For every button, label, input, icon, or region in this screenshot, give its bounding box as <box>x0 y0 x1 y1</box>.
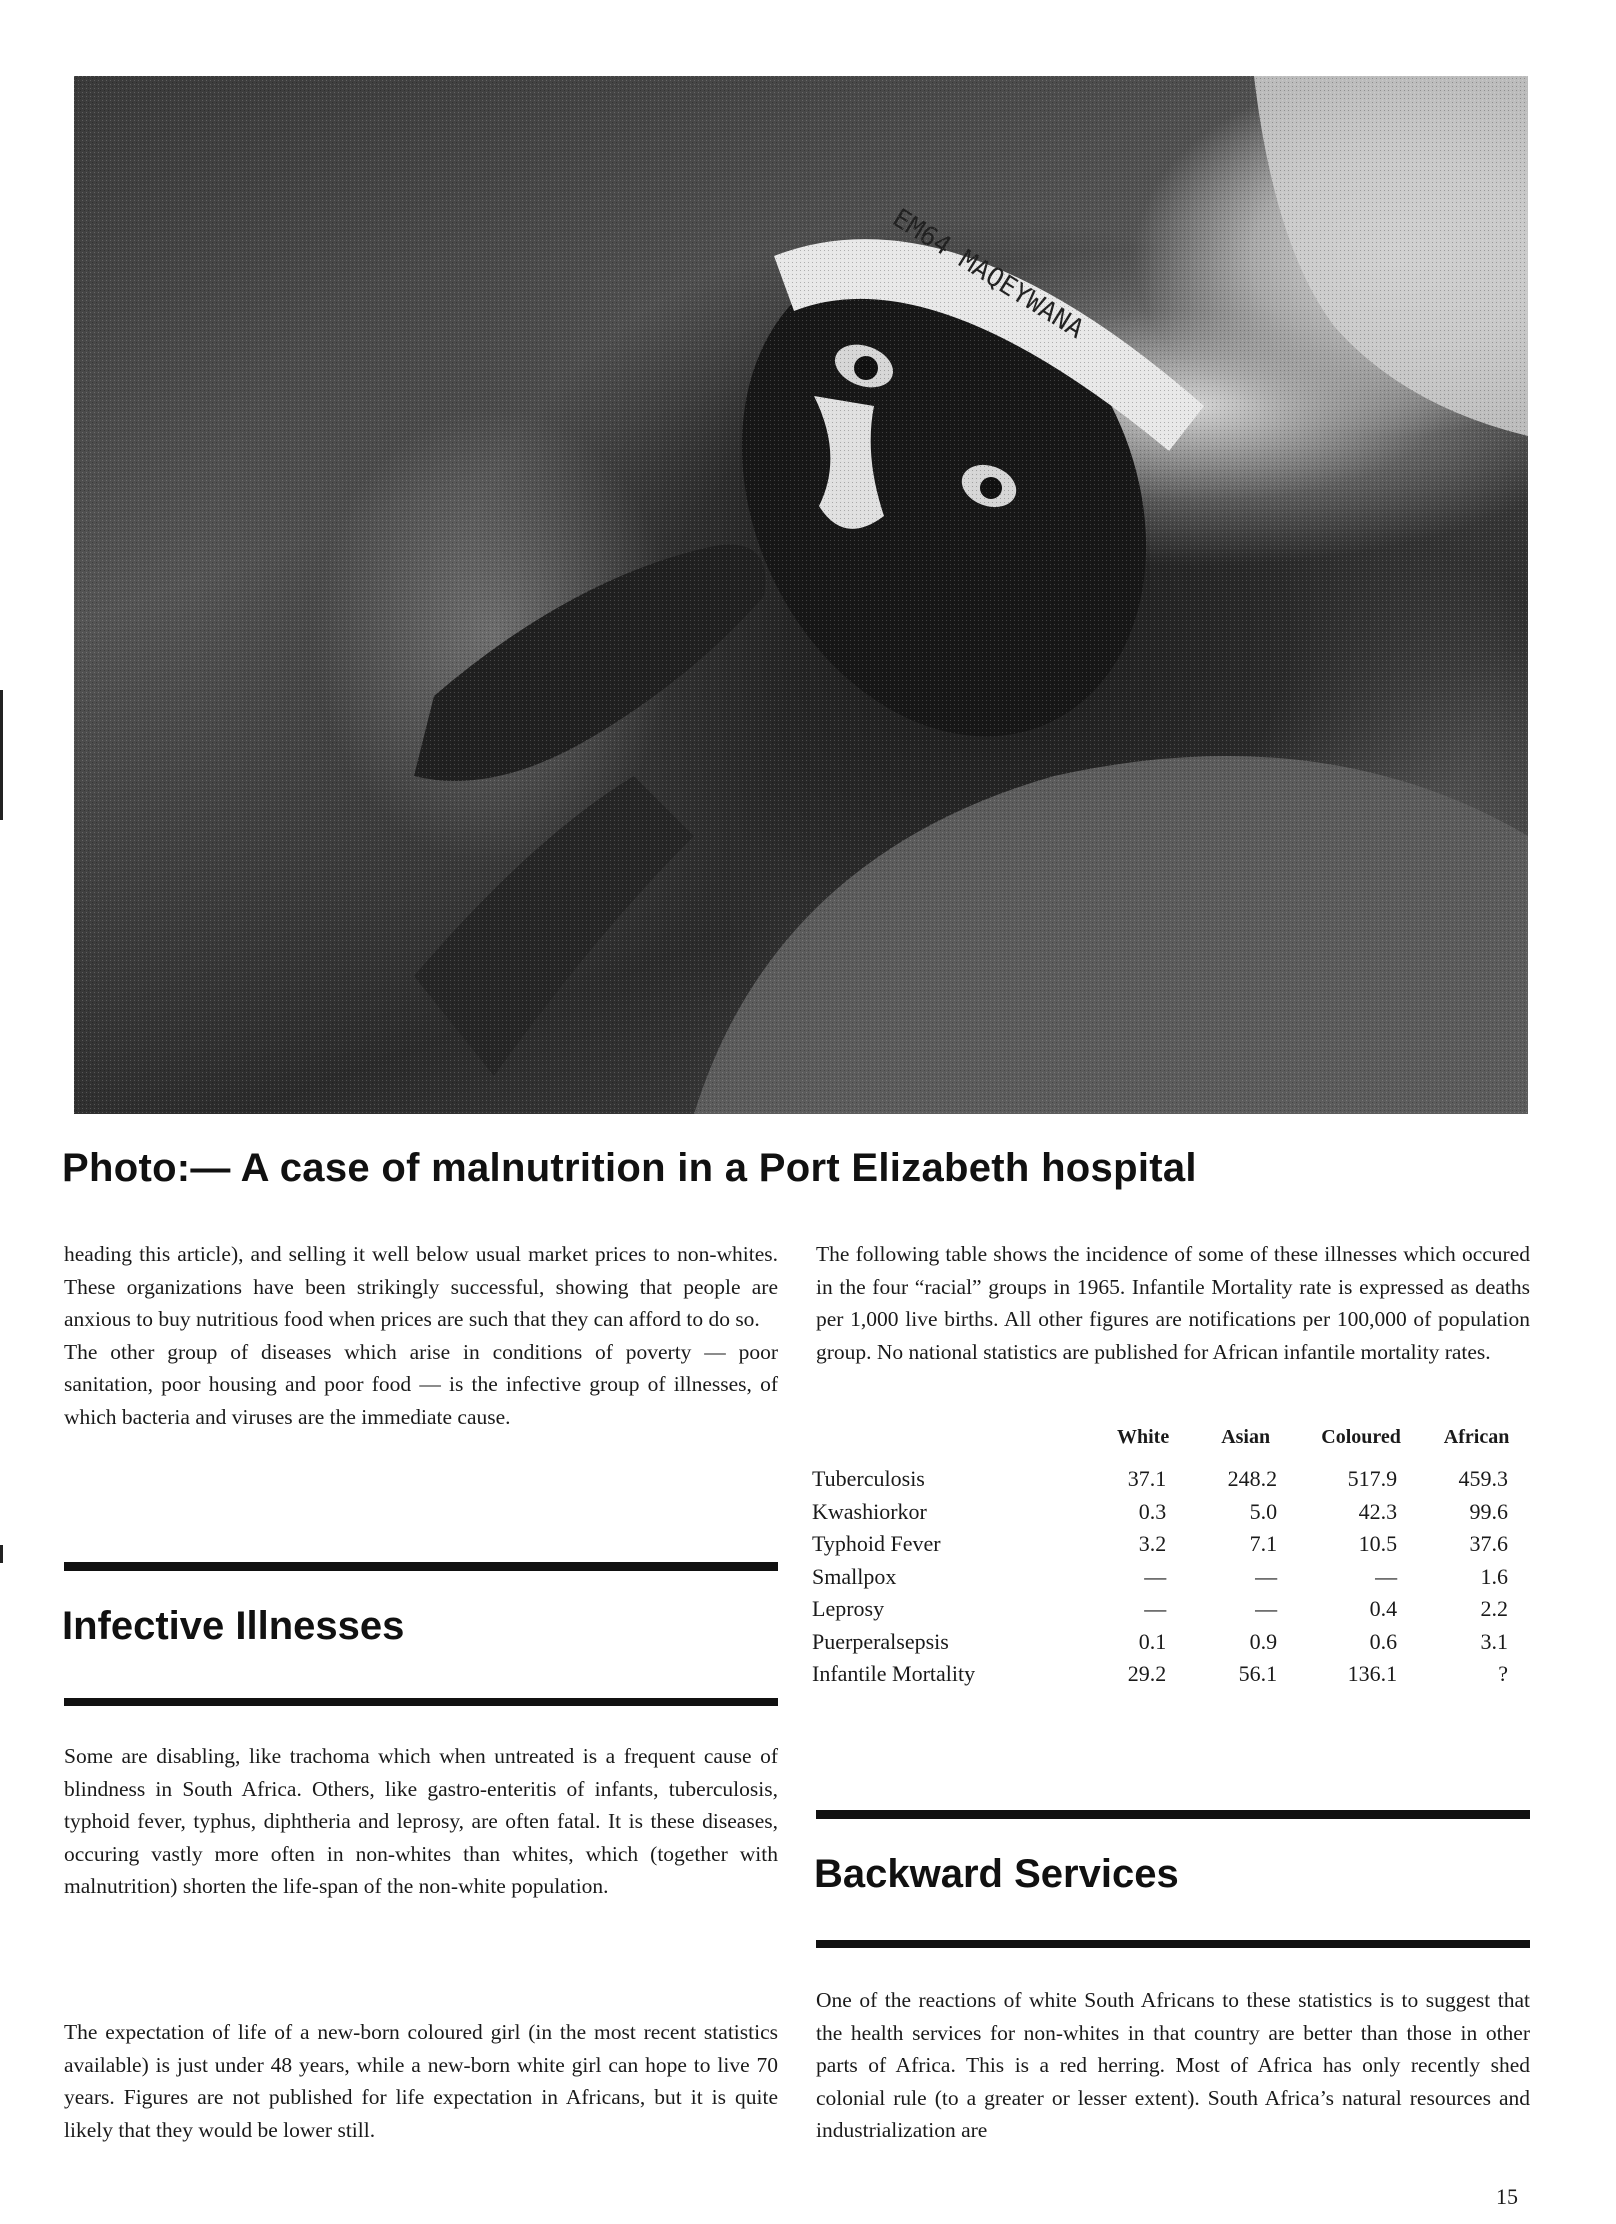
table-cell: 1.6 <box>1480 1563 1508 1589</box>
left-column-infective <box>64 1740 778 1903</box>
table-cell: 0.6 <box>1369 1628 1398 1654</box>
table-row <box>812 1658 1532 1691</box>
table-cell: Kwashiorkor <box>812 1498 927 1524</box>
table-header: African <box>1443 1426 1510 1448</box>
table-cell: 3.2 <box>1138 1531 1167 1556</box>
table-cell: 99.6 <box>1469 1498 1508 1524</box>
table-cell: 0.9 <box>1249 1628 1278 1654</box>
paragraph: The expectation of life of a new-born coloured girl (in the most recent statistics available) is just under 48 years, while a new-born white girl can hope to live 70 years. Figures are not published for life expectation in Africans, but it is quite likely that they would be lower still. <box>64 2020 778 2142</box>
table-cell: 37.1 <box>1127 1466 1167 1491</box>
illness-incidence-table <box>812 1426 1532 1691</box>
table-row <box>812 1496 1532 1529</box>
scan-margin-mark <box>0 690 3 820</box>
table-cell: 136.1 <box>1347 1661 1398 1686</box>
section-rule-bottom <box>816 1940 1530 1948</box>
table-cell: — <box>1255 1596 1278 1621</box>
table-cell: Typhoid Fever <box>812 1531 941 1556</box>
table-cell: — <box>1144 1563 1167 1589</box>
table-cell: 0.1 <box>1138 1628 1167 1654</box>
table-cell: 0.3 <box>1138 1498 1167 1524</box>
left-column-intro <box>64 1238 778 1433</box>
table-cell: ? <box>1498 1661 1508 1686</box>
table-cell: Leprosy <box>812 1596 885 1621</box>
table-cell: Smallpox <box>812 1563 897 1589</box>
table-cell: Tuberculosis <box>812 1466 925 1491</box>
table-cell: — <box>1144 1596 1167 1621</box>
paragraph: heading this article), and selling it well below usual market prices to non-whites. These organizations have been strikingly successful, showing that people are anxious to buy nutritious food when prices are such that they can afford to do so. <box>64 1242 778 1331</box>
table-header <box>812 1426 1096 1463</box>
table-cell: 517.9 <box>1347 1466 1398 1491</box>
table-cell: — <box>1375 1563 1398 1589</box>
table-cell: 42.3 <box>1358 1498 1398 1524</box>
photo-caption: Photo:— A case of malnutrition in a Port Elizabeth hospital <box>62 1146 1197 1190</box>
table-row <box>812 1561 1532 1594</box>
table-cell: 7.1 <box>1249 1531 1278 1556</box>
table-cell: 248.2 <box>1227 1466 1278 1491</box>
section-rule-bottom <box>64 1698 778 1706</box>
table-cell: 10.5 <box>1358 1531 1398 1556</box>
paragraph: The other group of diseases which arise in conditions of poverty — poor sanitation, poor housing and poor food — is the infective group of illnesses, of which bacteria and viruses are the immediate cause. <box>64 1339 778 1429</box>
paragraph: Some are disabling, like trachoma which when untreated is a frequent cause of blindness in South Africa. Others, like gastro-enteritis of infants, tuberculosis, typhoid fever, typhus, diphtheria and leprosy, are often fatal. It is these diseases, occuring vastly more often in non-whites than whites, which (together with malnutrition) shorten the life-span of the non-white population. <box>64 1744 778 1898</box>
table-cell: Puerperalsepsis <box>812 1628 949 1654</box>
table-row <box>812 1528 1532 1561</box>
paragraph: The following table shows the incidence of some of these illnesses which occured in the four “racial” groups in 1965. Infantile Mortality rate is expressed as deaths per 1,000 live births. All other figures are notifications per 100,000 of population group. No national statistics are published for African infantile mortality rates. <box>816 1242 1530 1364</box>
table-row <box>812 1463 1532 1496</box>
table-header: Coloured <box>1321 1426 1401 1448</box>
table-cell: 29.2 <box>1127 1661 1167 1686</box>
table-header-row <box>812 1426 1532 1463</box>
page-number: 15 <box>1496 2184 1518 2209</box>
table-cell: Infantile Mortality <box>812 1661 976 1686</box>
table-cell: 459.3 <box>1458 1466 1508 1491</box>
table-header: Asian <box>1221 1426 1271 1448</box>
section-heading-infective: Infective Illnesses <box>62 1604 405 1648</box>
photo-illustration <box>74 76 1528 1114</box>
table-header: White <box>1117 1426 1170 1448</box>
table-cell: 3.1 <box>1480 1628 1508 1654</box>
malnutrition-photo <box>74 76 1528 1114</box>
section-rule-top <box>816 1810 1530 1819</box>
table-cell: 0.4 <box>1369 1596 1398 1621</box>
table-cell: 37.6 <box>1469 1531 1508 1556</box>
section-rule-top <box>64 1562 778 1571</box>
paragraph: One of the reactions of white South Africans to these statistics is to suggest that the health services for non-whites in that country are better than those in other parts of Africa. This is a red herring. Most of Africa has only recently shed colonial rule (to a greater or lesser extent). South Africa’s natural resources and industrialization are <box>816 1988 1530 2142</box>
table-row <box>812 1593 1532 1626</box>
table-row <box>812 1626 1532 1659</box>
table-cell: 5.0 <box>1249 1498 1278 1524</box>
table-cell: 2.2 <box>1480 1596 1508 1621</box>
right-column-backward-services <box>816 1984 1530 2147</box>
scan-margin-mark <box>0 1545 3 1563</box>
table-cell: 56.1 <box>1238 1661 1278 1686</box>
left-column-expectation <box>64 2016 778 2146</box>
right-column-intro <box>816 1238 1530 1368</box>
table-cell: — <box>1255 1563 1278 1589</box>
section-heading-backward-services: Backward Services <box>814 1852 1179 1896</box>
